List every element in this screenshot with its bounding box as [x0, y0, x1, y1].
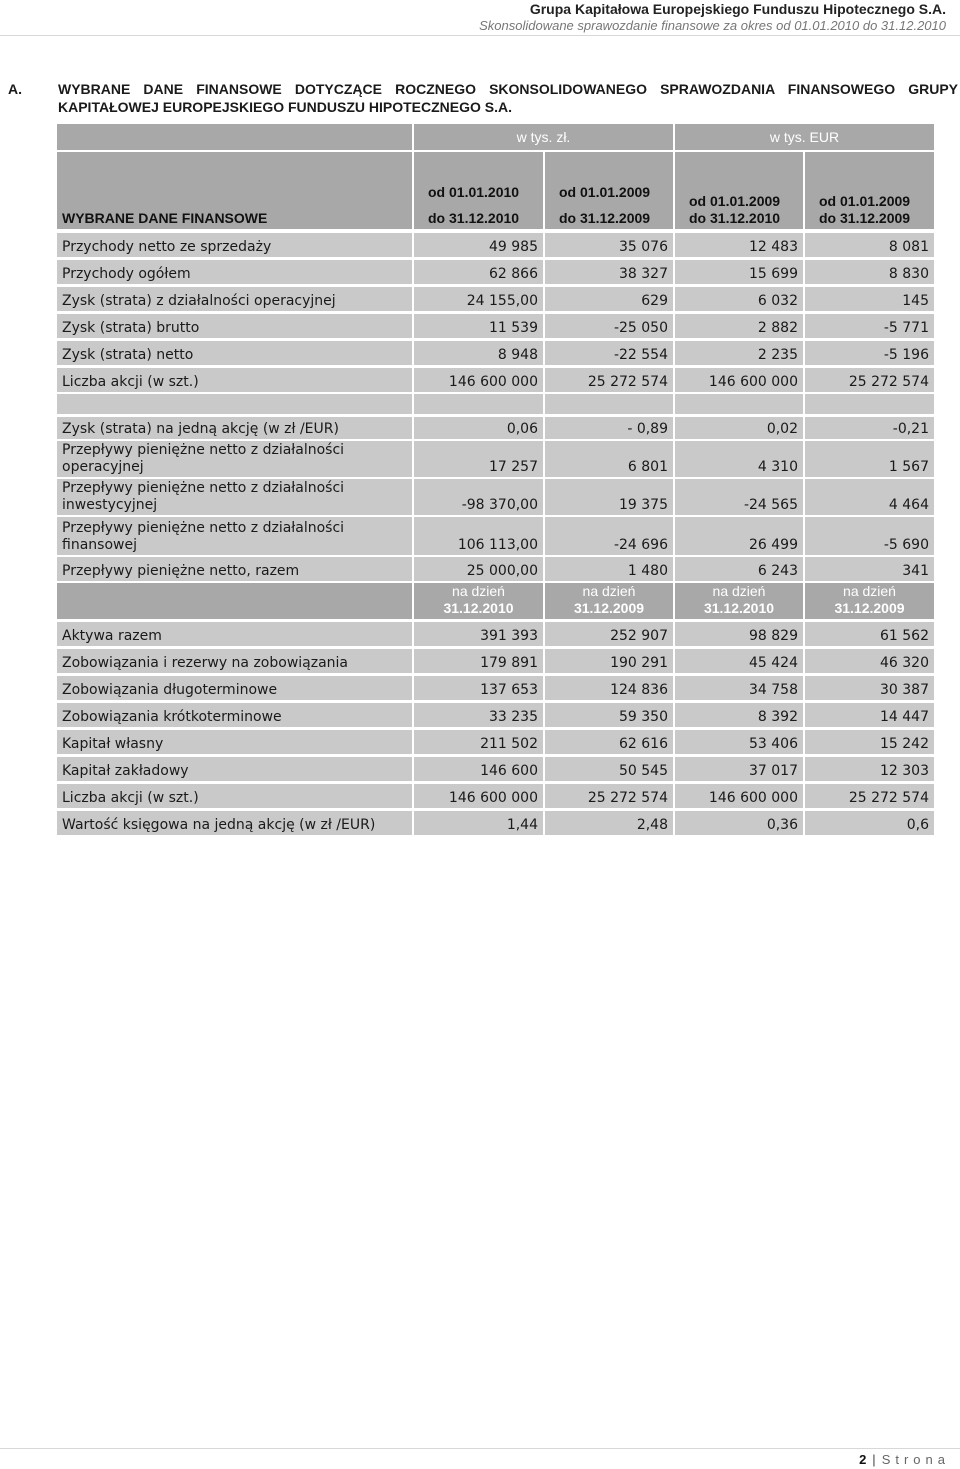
- row-label: Liczba akcji (w szt.): [62, 790, 199, 806]
- row-label-line2: inwestycyjnej: [62, 497, 158, 513]
- table-cell-value: [545, 622, 673, 646]
- row-label: Wartość księgowa na jedną akcję (w zł /EUR): [62, 817, 376, 833]
- row-label: Zysk (strata) na jedną akcję (w zł /EUR): [62, 421, 339, 437]
- cell-value: 25 000,00: [466, 563, 538, 579]
- balance-date-header-2: [545, 583, 673, 619]
- table-cell-value: [414, 479, 543, 515]
- table-cell-value: [545, 314, 673, 338]
- table-cell-value: [414, 784, 543, 808]
- unit-pln-label: w tys. zł.: [516, 129, 571, 145]
- cell-value: 49 985: [489, 239, 538, 255]
- table-row-label: [57, 479, 412, 515]
- cell-value: 8 830: [888, 266, 929, 282]
- table-cell-value: [414, 703, 543, 727]
- balance-date-value: 31.12.2010: [703, 600, 775, 616]
- spacer-row-cell: [545, 394, 673, 414]
- footer-divider: [0, 1448, 960, 1449]
- cell-value: 12 483: [749, 239, 798, 255]
- table-cell-value: [545, 368, 673, 392]
- table-row-label: [57, 557, 412, 581]
- table-cell-value: [805, 479, 934, 515]
- table-row-label: [57, 287, 412, 311]
- row-label-line1: Przepływy pieniężne netto z działalności: [62, 442, 345, 458]
- cell-value: 1 567: [888, 459, 929, 475]
- cell-value: 15 699: [749, 266, 798, 282]
- table-cell-value: [805, 703, 934, 727]
- table-row-label: [57, 811, 412, 835]
- row-label: Kapitał zakładowy: [62, 763, 189, 779]
- table-cell-value: [675, 260, 803, 284]
- table-cell-value: [414, 557, 543, 581]
- table-cell-value: [675, 757, 803, 781]
- table-cell-value: [545, 811, 673, 835]
- table-cell-value: [414, 314, 543, 338]
- balance-date-value: 31.12.2010: [443, 600, 514, 616]
- cell-value: 53 406: [749, 736, 798, 752]
- table-row-label: [57, 784, 412, 808]
- row-label-multiline: [62, 520, 344, 554]
- table-row-label: [57, 417, 412, 439]
- cell-value: 629: [641, 293, 668, 309]
- cell-value: 190 291: [610, 655, 668, 671]
- cell-value: 2 235: [757, 347, 798, 363]
- cell-value: -24 565: [743, 497, 798, 513]
- balance-date-header-4: [805, 583, 934, 619]
- period-header-4: [805, 152, 934, 229]
- table-cell-value: [545, 649, 673, 673]
- table-cell-value: [675, 649, 803, 673]
- table-cell-value: [805, 811, 934, 835]
- table-cell-value: [675, 314, 803, 338]
- cell-value: 12 303: [880, 763, 929, 779]
- cell-value: 0,06: [506, 421, 538, 437]
- table-cell-value: [805, 676, 934, 700]
- cell-value: 145: [902, 293, 929, 309]
- cell-value: 33 235: [489, 709, 538, 725]
- balance-date-prefix: na dzień: [452, 583, 505, 599]
- table-row-label: [57, 649, 412, 673]
- table-cell-value: [414, 341, 543, 365]
- row-label-multiline: [62, 442, 344, 476]
- row-label: Zysk (strata) netto: [62, 347, 194, 363]
- table-row-label: [57, 233, 412, 257]
- table-row-label: [57, 622, 412, 646]
- row-header-cell: [57, 152, 412, 229]
- period-from: od 01.01.2009: [559, 184, 651, 200]
- cell-value: 62 616: [619, 736, 668, 752]
- period-from: od 01.01.2010: [428, 184, 520, 200]
- cell-value: 106 113,00: [457, 537, 538, 553]
- cell-value: 2 882: [757, 320, 798, 336]
- section-title: WYBRANE DANE FINANSOWE DOTYCZĄCE ROCZNEGO SKONSOLIDOWANEGO SPRAWOZDANIA FINANSOWEGO GRUPY KAPITAŁOWEJ EUROPEJSKIEGO FUNDUSZU HIPOTECZNEGO S.A.: [58, 81, 958, 115]
- cell-value: 1,44: [506, 817, 538, 833]
- table-row-label: [57, 368, 412, 392]
- cell-value: 6 801: [627, 459, 668, 475]
- cell-value: 25 272 574: [848, 790, 929, 806]
- table-cell-value: [805, 314, 934, 338]
- table-cell-value: [675, 417, 803, 439]
- cell-value: 0,36: [766, 817, 798, 833]
- row-label: Zobowiązania długoterminowe: [62, 682, 278, 698]
- table-cell-value: [805, 287, 934, 311]
- report-subtitle: Skonsolidowane sprawozdanie finansowe za okres od 01.01.2010 do 31.12.2010: [479, 18, 946, 33]
- cell-value: 25 272 574: [587, 374, 668, 390]
- table-cell-value: [675, 703, 803, 727]
- table-cell-value: [675, 233, 803, 257]
- cell-value: 8 392: [757, 709, 798, 725]
- table-cell-value: [414, 441, 543, 477]
- balance-date-value: 31.12.2009: [573, 600, 645, 616]
- cell-value: 211 502: [480, 736, 538, 752]
- table-cell-value: [805, 260, 934, 284]
- cell-value: 38 327: [619, 266, 668, 282]
- balance-date-header-3: [675, 583, 803, 619]
- cell-value: 8 081: [888, 239, 929, 255]
- row-label-line1: Przepływy pieniężne netto z działalności: [62, 480, 345, 496]
- cell-value: 46 320: [880, 655, 929, 671]
- cell-value: 146 600 000: [448, 374, 538, 390]
- table-cell-value: [675, 811, 803, 835]
- table-cell-value: [805, 517, 934, 555]
- table-cell-value: [414, 417, 543, 439]
- cell-value: 6 032: [757, 293, 798, 309]
- period-from: od 01.01.2009: [819, 193, 911, 209]
- cell-value: 26 499: [749, 537, 798, 553]
- cell-value: 8 948: [497, 347, 538, 363]
- page-number: 2: [859, 1452, 867, 1467]
- table-cell-value: [675, 557, 803, 581]
- cell-value: 137 653: [480, 682, 538, 698]
- table-cell-value: [545, 757, 673, 781]
- cell-value: 4 310: [757, 459, 798, 475]
- table-cell-value: [805, 341, 934, 365]
- table-row-label: [57, 757, 412, 781]
- table-cell-value: [675, 441, 803, 477]
- period-label-4: [819, 193, 910, 227]
- cell-value: 146 600 000: [708, 374, 798, 390]
- row-label: Przychody netto ze sprzedaży: [62, 239, 272, 255]
- unit-eur-label: w tys. EUR: [769, 129, 840, 145]
- balance-date-prefix: na dzień: [843, 583, 896, 599]
- period-to: do 31.12.2009: [819, 210, 911, 226]
- table-cell-value: [675, 368, 803, 392]
- cell-value: 34 758: [749, 682, 798, 698]
- cell-value: 14 447: [880, 709, 929, 725]
- cell-value: -0,21: [892, 421, 929, 437]
- table-row-label: [57, 676, 412, 700]
- table-cell-value: [805, 730, 934, 754]
- balance-date-header-1: [414, 583, 543, 619]
- cell-value: 2,48: [636, 817, 668, 833]
- table-cell-value: [414, 649, 543, 673]
- cell-value: -25 050: [613, 320, 668, 336]
- table-row-label: [57, 517, 412, 555]
- table-cell-value: [805, 417, 934, 439]
- row-label: Zobowiązania krótkoterminowe: [62, 709, 282, 725]
- cell-value: 146 600: [480, 763, 538, 779]
- cell-value: -24 696: [613, 537, 668, 553]
- cell-value: 0,02: [766, 421, 798, 437]
- cell-value: 62 866: [489, 266, 538, 282]
- period-header-3: [675, 152, 803, 229]
- spacer-row-cell: [805, 394, 934, 414]
- table-row-label: [57, 441, 412, 477]
- table-cell-value: [675, 730, 803, 754]
- table-row-label: [57, 314, 412, 338]
- table-cell-value: [414, 757, 543, 781]
- cell-value: 15 242: [880, 736, 929, 752]
- period-from: od 01.01.2009: [689, 193, 781, 209]
- period-to: do 31.12.2010: [428, 210, 520, 226]
- period-to: do 31.12.2010: [689, 210, 781, 226]
- table-cell-value: [545, 479, 673, 515]
- footer-separator: |: [872, 1452, 876, 1467]
- cell-value: 11 539: [489, 320, 538, 336]
- cell-value: 146 600 000: [708, 790, 798, 806]
- cell-value: 6 243: [757, 563, 798, 579]
- period-header-1: [414, 152, 543, 229]
- period-label-2: [559, 184, 650, 227]
- unit-eur-header: [675, 124, 934, 150]
- row-label: Zysk (strata) z działalności operacyjnej: [62, 293, 336, 309]
- cell-value: -98 370,00: [461, 497, 538, 513]
- cell-value: 17 257: [489, 459, 538, 475]
- cell-value: 391 393: [480, 628, 538, 644]
- cell-value: 45 424: [749, 655, 798, 671]
- cell-value: 146 600 000: [448, 790, 538, 806]
- cell-value: 124 836: [610, 682, 668, 698]
- table-row-label: [57, 341, 412, 365]
- page-header: [479, 0, 946, 34]
- table-cell-value: [414, 260, 543, 284]
- row-label: Liczba akcji (w szt.): [62, 374, 199, 390]
- table-cell-value: [414, 287, 543, 311]
- row-label-line2: finansowej: [62, 537, 137, 553]
- table-cell-value: [805, 233, 934, 257]
- footer-page-word: Strona: [881, 1452, 950, 1467]
- row-label: Kapitał własny: [62, 736, 164, 752]
- period-to: do 31.12.2009: [559, 210, 651, 226]
- cell-value: 24 155,00: [466, 293, 538, 309]
- row-label-line1: Przepływy pieniężne netto z działalności: [62, 520, 345, 536]
- period-label-3: [689, 193, 780, 227]
- page-footer: [859, 1452, 950, 1467]
- table-cell-value: [545, 287, 673, 311]
- cell-value: -5 771: [883, 320, 929, 336]
- table-row-label: [57, 703, 412, 727]
- row-label: Zysk (strata) brutto: [62, 320, 200, 336]
- balance-date-prefix: na dzień: [582, 583, 636, 599]
- table-cell-value: [805, 441, 934, 477]
- table-cell-value: [675, 676, 803, 700]
- table-row-label: [57, 730, 412, 754]
- table-cell-value: [545, 557, 673, 581]
- spacer-row-cell: [414, 394, 543, 414]
- table-cell-value: [675, 622, 803, 646]
- row-label-multiline: [62, 480, 344, 514]
- table-cell-value: [545, 417, 673, 439]
- table-cell-value: [414, 517, 543, 555]
- table-cell-value: [414, 233, 543, 257]
- table-cell-value: [805, 649, 934, 673]
- cell-value: 1 480: [627, 563, 668, 579]
- cell-value: 0,6: [906, 817, 929, 833]
- cell-value: -5 690: [883, 537, 929, 553]
- section-number: A.: [8, 81, 22, 97]
- table-cell-value: [805, 622, 934, 646]
- cell-value: 37 017: [749, 763, 798, 779]
- table-cell-value: [675, 784, 803, 808]
- period-label-1: [428, 184, 519, 227]
- unit-pln-header: [414, 124, 673, 150]
- cell-value: 59 350: [619, 709, 668, 725]
- balance-date-value: 31.12.2009: [834, 600, 905, 616]
- table-cell-value: [545, 676, 673, 700]
- cell-value: -5 196: [883, 347, 929, 363]
- row-label: Aktywa razem: [62, 628, 162, 644]
- table-cell-value: [545, 703, 673, 727]
- row-label: Przepływy pieniężne netto, razem: [62, 563, 300, 579]
- table-cell-value: [414, 730, 543, 754]
- cell-value: 35 076: [619, 239, 668, 255]
- table-cell-value: [805, 784, 934, 808]
- row-label-line2: operacyjnej: [62, 459, 144, 475]
- table-cell-value: [545, 784, 673, 808]
- row-header-label: WYBRANE DANE FINANSOWE: [62, 210, 268, 226]
- table-cell-value: [675, 287, 803, 311]
- balance-date-prefix: na dzień: [712, 583, 766, 599]
- balance-header-spacer: [57, 583, 412, 619]
- cell-value: 25 272 574: [848, 374, 929, 390]
- cell-value: 341: [902, 563, 929, 579]
- cell-value: 61 562: [880, 628, 929, 644]
- cell-value: 4 464: [888, 497, 929, 513]
- table-cell-value: [545, 341, 673, 365]
- header-divider: [0, 35, 960, 36]
- spacer-row-cell: [675, 394, 803, 414]
- unit-header-spacer: [57, 124, 412, 150]
- table-cell-value: [675, 479, 803, 515]
- cell-value: 252 907: [610, 628, 668, 644]
- table-cell-value: [545, 441, 673, 477]
- table-cell-value: [545, 517, 673, 555]
- table-cell-value: [805, 368, 934, 392]
- cell-value: -22 554: [613, 347, 668, 363]
- table-cell-value: [414, 622, 543, 646]
- table-cell-value: [675, 341, 803, 365]
- company-name: Grupa Kapitałowa Europejskiego Funduszu Hipotecznego S.A.: [529, 1, 946, 17]
- table-cell-value: [805, 557, 934, 581]
- period-header-2: [545, 152, 673, 229]
- table-cell-value: [545, 260, 673, 284]
- cell-value: - 0,89: [627, 421, 668, 437]
- spacer-row-label: [57, 394, 412, 414]
- cell-value: 30 387: [880, 682, 929, 698]
- cell-value: 19 375: [619, 497, 668, 513]
- cell-value: 50 545: [619, 763, 668, 779]
- table-cell-value: [414, 676, 543, 700]
- table-cell-value: [545, 730, 673, 754]
- cell-value: 25 272 574: [587, 790, 668, 806]
- cell-value: 179 891: [480, 655, 538, 671]
- cell-value: 98 829: [749, 628, 798, 644]
- table-row-label: [57, 260, 412, 284]
- table-cell-value: [414, 811, 543, 835]
- table-cell-value: [414, 368, 543, 392]
- row-label: Przychody ogółem: [62, 266, 191, 282]
- table-cell-value: [805, 757, 934, 781]
- table-cell-value: [675, 517, 803, 555]
- table-cell-value: [545, 233, 673, 257]
- row-label: Zobowiązania i rezerwy na zobowiązania: [62, 655, 349, 671]
